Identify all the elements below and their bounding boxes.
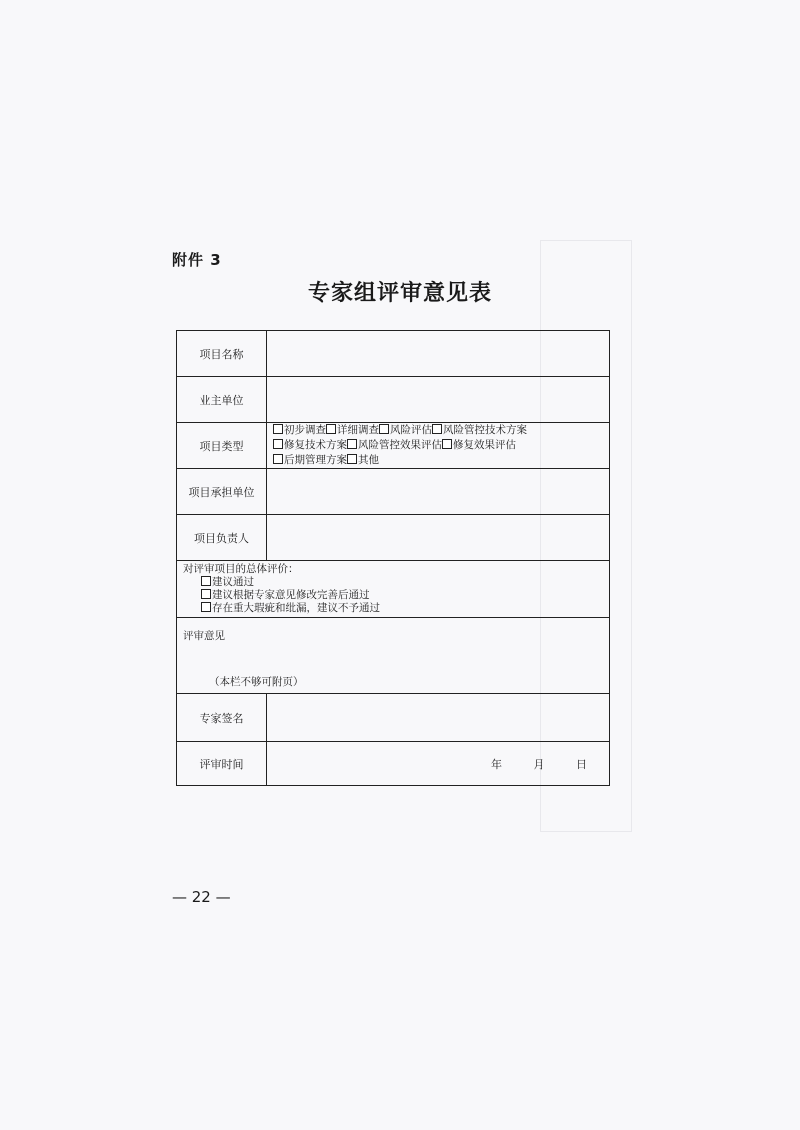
type-option[interactable]: 修复技术方案 — [273, 438, 347, 453]
month-label: 月 — [533, 757, 545, 771]
row-review-opinion — [177, 618, 610, 694]
checkbox-icon[interactable] — [273, 454, 283, 464]
row-project-leader — [177, 515, 610, 561]
evaluation-option[interactable]: 建议通过 — [183, 576, 603, 589]
row-undertaking-unit — [177, 469, 610, 515]
type-option[interactable]: 后期管理方案 — [273, 453, 347, 468]
attachment-label: 附件 3 — [172, 251, 222, 269]
page-title: 专家组评审意见表 — [307, 281, 492, 306]
opinion-heading: 评审意见 — [183, 630, 225, 642]
undertaking-unit-field[interactable] — [267, 469, 610, 515]
row-overall-evaluation — [177, 561, 610, 618]
checkbox-icon[interactable] — [347, 454, 357, 464]
checkbox-icon[interactable] — [201, 576, 211, 586]
expert-signature-field[interactable] — [267, 694, 610, 742]
type-option[interactable]: 风险管控效果评估 — [347, 438, 442, 453]
type-option[interactable]: 风险评估 — [379, 423, 432, 438]
overall-evaluation — [177, 561, 610, 618]
owner-unit-label: 业主单位 — [177, 377, 267, 423]
type-option[interactable]: 初步调查 — [273, 423, 326, 438]
evaluation-option[interactable]: 建议根据专家意见修改完善后通过 — [183, 589, 603, 602]
row-owner-unit — [177, 377, 610, 423]
project-name-field[interactable] — [267, 331, 610, 377]
project-leader-label: 项目负责人 — [177, 515, 267, 561]
type-option[interactable]: 其他 — [347, 453, 379, 468]
page-number: — 22 — — [172, 888, 231, 906]
review-form-table — [176, 330, 610, 786]
checkbox-icon[interactable] — [201, 589, 211, 599]
day-label: 日 — [576, 757, 587, 771]
checkbox-icon[interactable] — [326, 424, 336, 434]
review-date-field[interactable] — [267, 742, 610, 786]
undertaking-unit-label: 项目承担单位 — [177, 469, 267, 515]
project-type-label: 项目类型 — [177, 423, 267, 469]
year-label: 年 — [491, 757, 502, 771]
evaluation-option[interactable]: 存在重大瑕疵和纰漏，建议不予通过 — [183, 602, 603, 615]
row-project-name — [177, 331, 610, 377]
project-type-options — [267, 423, 610, 469]
expert-signature-label: 专家签名 — [177, 694, 267, 742]
row-expert-signature — [177, 694, 610, 742]
checkbox-icon[interactable] — [379, 424, 389, 434]
checkbox-icon[interactable] — [347, 439, 357, 449]
checkbox-icon[interactable] — [432, 424, 442, 434]
checkbox-icon[interactable] — [273, 424, 283, 434]
checkbox-icon[interactable] — [201, 602, 211, 612]
project-leader-field[interactable] — [267, 515, 610, 561]
owner-unit-field[interactable] — [267, 377, 610, 423]
checkbox-icon[interactable] — [442, 439, 452, 449]
review-time-label: 评审时间 — [177, 742, 267, 786]
row-project-type — [177, 423, 610, 469]
type-option[interactable]: 风险管控技术方案 — [432, 423, 527, 438]
review-opinion-field[interactable] — [177, 618, 610, 694]
opinion-note: （本栏不够可附页） — [209, 676, 304, 688]
project-name-label: 项目名称 — [177, 331, 267, 377]
row-review-time — [177, 742, 610, 786]
type-option[interactable]: 修复效果评估 — [442, 438, 516, 453]
type-option[interactable]: 详细调查 — [326, 423, 379, 438]
evaluation-heading: 对评审项目的总体评价： — [183, 563, 299, 575]
checkbox-icon[interactable] — [273, 439, 283, 449]
